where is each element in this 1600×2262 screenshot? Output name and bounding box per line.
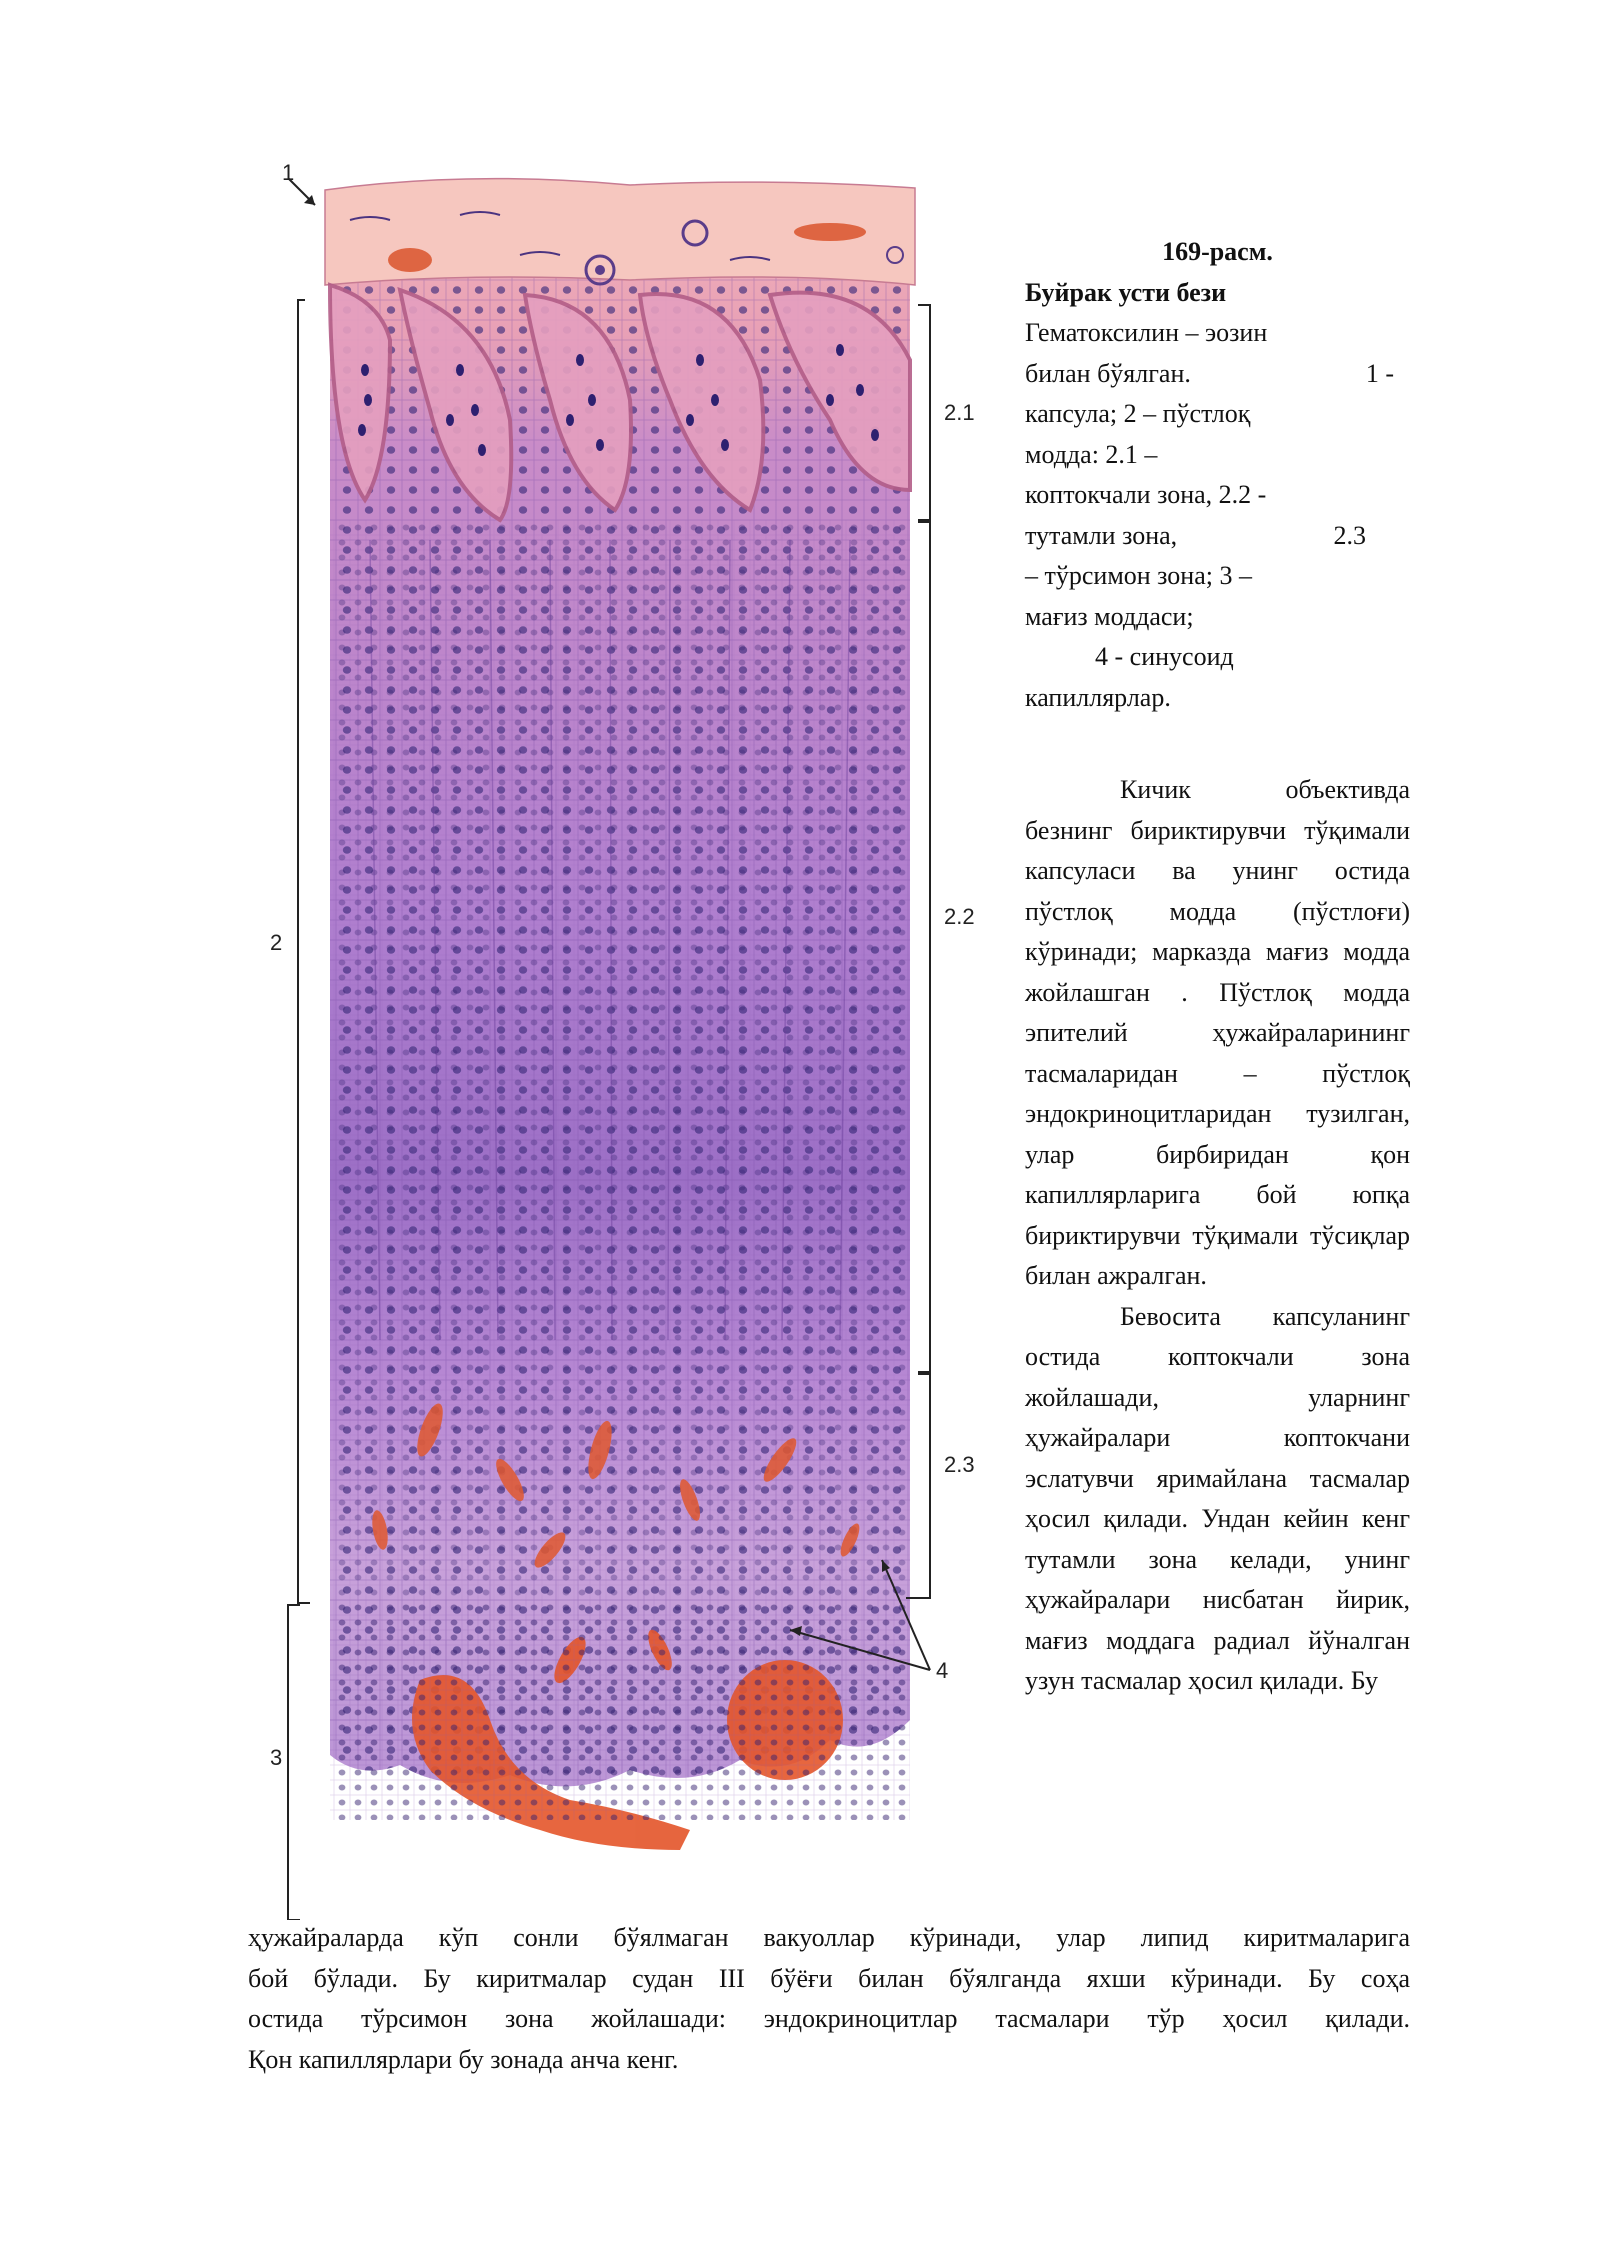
text-line: остида тўрсимон зона жойлашади: эндокриноцитлар тасмалари тўр ҳосил қилади. [248, 2004, 1410, 2033]
caption-row [1025, 516, 1410, 557]
caption-row [1025, 354, 1410, 395]
label-zona-glomerulosa: 2.1 [944, 400, 975, 425]
caption-line: билан бўялган. [1025, 358, 1191, 388]
label-medulla: 3 [270, 1745, 283, 1770]
paragraph: Кичик объективда безнинг бириктирувчи тўқимали капсуласи ва унинг остида пўстлоқ модда (пўстлоғи) кўринади; марказда мағиз модда жойлашган . Пўстлоқ модда эпителий ҳужайраларининг тасмаларидан – пўстлоқ эндокриноцитларидан тузилган, улар бирбиридан қон капиллярларига бой юпқа бириктирувчи тўқимали тўсиқлар билан ажралган. [1025, 775, 1410, 1290]
paragraph: Бевосита капсуланинг остида коптокчали зона жойлашади, уларнинг ҳужайралари коптокчани эслатувчи яримайлана тасмалар ҳосил қилади. Ундан кейин кенг тутамли зона келади, унинг ҳужайралари нисбатан йирик, мағиз моддага радиал йўналган узун тасмалар ҳосил қилади. Бу [1025, 1301, 1410, 1695]
body-text-column [1025, 770, 1410, 1702]
figure-title: Буйрак усти бези [1025, 277, 1227, 307]
histology-illustration [270, 160, 1000, 1920]
body-text-bottom [248, 1918, 1410, 2080]
caption-line: капиллярлар. [1025, 682, 1171, 712]
caption-line: – тўрсимон зона; 3 – [1025, 561, 1252, 590]
label-sinusoid-capillaries: 4 [936, 1658, 949, 1683]
caption-line: мағиз моддаси; [1025, 601, 1194, 631]
label-cortex: 2 [270, 930, 283, 955]
label-capsule: 1 [282, 160, 295, 185]
figure-number: 169-расм. [1162, 237, 1273, 266]
caption-line: 4 - синусоид [1095, 642, 1234, 671]
figure-caption [1025, 232, 1410, 718]
caption-line: Гематоксилин – эозин [1025, 318, 1268, 347]
caption-line: капсула; 2 – пўстлоқ [1025, 399, 1251, 428]
caption-line: тутамли зона, [1025, 520, 1178, 550]
caption-line: модда: 2.1 – [1025, 439, 1158, 469]
caption-line: 2.3 [1333, 520, 1366, 550]
label-zona-fasciculata: 2.2 [944, 904, 975, 929]
adrenal-gland-figure [270, 160, 1000, 1920]
caption-line: 1 - [1365, 358, 1394, 388]
text-line: ҳужайраларда кўп сонли бўялмаган вакуоллар кўринади, улар липид киритмаларига [248, 1923, 1410, 1952]
text-line: бой бўлади. Бу киритмалар судан III бўёғи билан бўялганда яхши кўринади. Бу соҳа [248, 1963, 1410, 1993]
caption-line: коптокчали зона, 2.2 - [1025, 480, 1267, 509]
label-zona-reticularis: 2.3 [944, 1452, 975, 1477]
text-line: Қон капиллярлари бу зонада анча кенг. [248, 2044, 679, 2074]
